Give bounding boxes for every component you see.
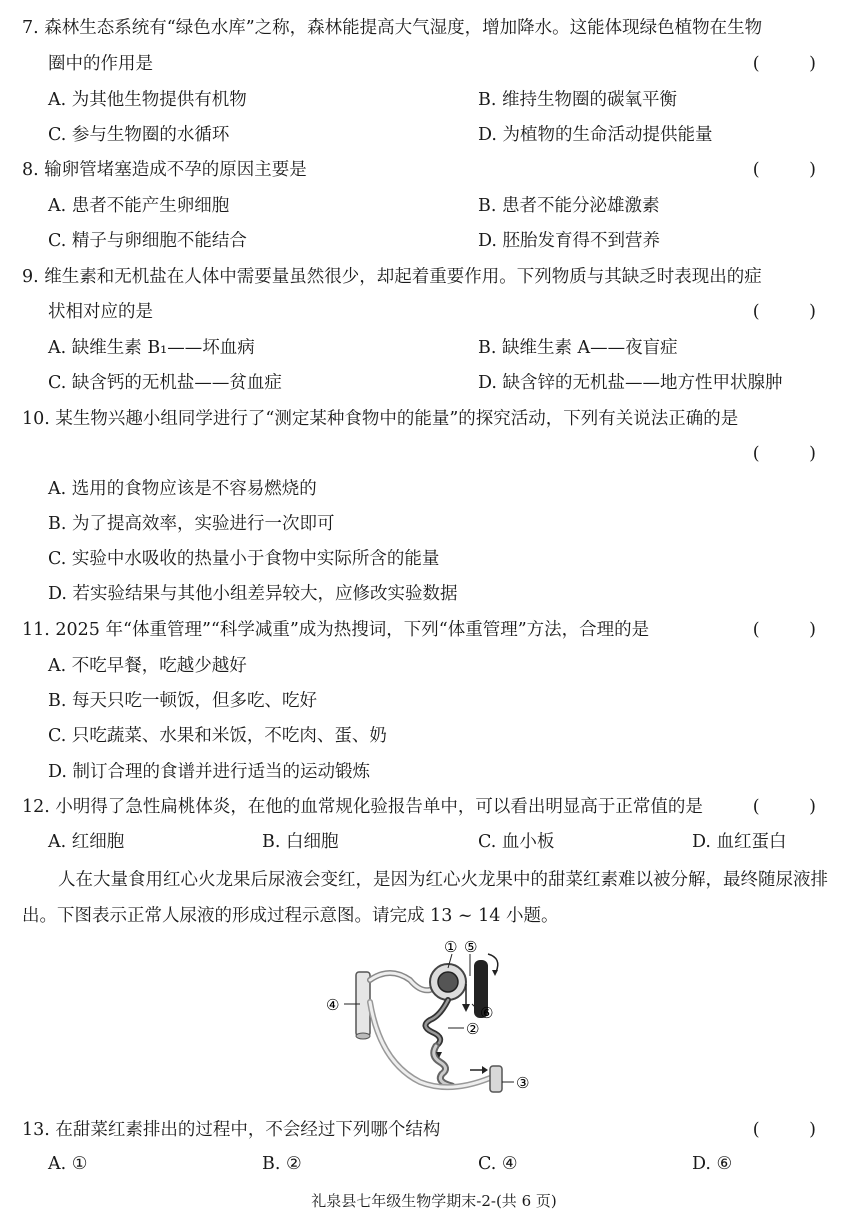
q11-option-c: C. 只吃蔬菜、水果和米饭，不吃肉、蛋、奶 xyxy=(48,726,387,746)
q7-option-d: D. 为植物的生命活动提供能量 xyxy=(478,125,713,145)
q9-stem-line1: 9. 维生素和无机盐在人体中需要量虽然很少，却起着重要作用。下列物质与其缺乏时表现出的症 xyxy=(22,267,762,287)
q7-stem-line1: 7. 森林生态系统有“绿色水库”之称，森林能提高大气湿度，增加降水。这能体现绿色植物在生物 xyxy=(22,18,763,38)
q10-stem: 10. 某生物兴趣小组同学进行了“测定某种食物中的能量”的探究活动，下列有关说法正确的是 xyxy=(22,409,739,429)
label-5: ⑤ xyxy=(464,938,478,956)
q7-option-a: A. 为其他生物提供有机物 xyxy=(48,90,247,110)
q9-option-a: A. 缺维生素 B₁——坏血病 xyxy=(48,338,255,358)
q11-option-d: D. 制订合理的食谱并进行适当的运动锻炼 xyxy=(48,762,371,782)
q13-answer-bracket: ( ) xyxy=(752,1120,838,1140)
q12-answer-bracket: ( ) xyxy=(752,797,838,817)
q8-option-c: C. 精子与卵细胞不能结合 xyxy=(48,231,247,251)
reading-passage: 人在大量食用红心火龙果后尿液会变红，是因为红心火龙果中的甜菜红素难以被分解，最终随尿液排出。下图表示正常人尿液的形成过程示意图。请完成 13 ~ 14 小题。 xyxy=(22,870,828,926)
q7-stem-line2: 圈中的作用是 xyxy=(48,54,153,74)
q13-option-d: D. ⑥ xyxy=(692,1154,733,1174)
q10-option-a: A. 选用的食物应该是不容易燃烧的 xyxy=(48,479,317,499)
nephron-illustration xyxy=(320,932,560,1112)
q10-option-d: D. 若实验结果与其他小组差异较大，应修改实验数据 xyxy=(48,584,458,604)
label-3: ③ xyxy=(516,1074,530,1092)
q8-option-d: D. 胚胎发育得不到营养 xyxy=(478,231,661,251)
q9-answer-bracket: ( ) xyxy=(752,302,838,322)
q13-option-c: C. ④ xyxy=(478,1154,518,1174)
q11-answer-bracket: ( ) xyxy=(752,620,838,640)
q12-option-d: D. 血红蛋白 xyxy=(692,832,787,852)
q9-stem-line2: 状相对应的是 xyxy=(48,302,153,322)
q7-option-c: C. 参与生物圈的水循环 xyxy=(48,125,230,145)
q13-option-b: B. ② xyxy=(262,1154,302,1174)
q11-option-a: A. 不吃早餐，吃越少越好 xyxy=(48,656,247,676)
q12-stem: 12. 小明得了急性扁桃体炎，在他的血常规化验报告单中，可以看出明显高于正常值的是 xyxy=(22,797,703,817)
nephron-diagram xyxy=(320,932,560,1112)
q13-stem: 13. 在甜菜红素排出的过程中，不会经过下列哪个结构 xyxy=(22,1120,441,1140)
label-1: ① xyxy=(444,938,458,956)
q7-answer-bracket: ( ) xyxy=(752,54,838,74)
q8-option-b: B. 患者不能分泌雄激素 xyxy=(478,196,660,216)
q10-option-b: B. 为了提高效率，实验进行一次即可 xyxy=(48,514,335,534)
q8-stem: 8. 输卵管堵塞造成不孕的原因主要是 xyxy=(22,160,307,180)
q9-option-d: D. 缺含锌的无机盐——地方性甲状腺肿 xyxy=(478,373,783,393)
q12-option-a: A. 红细胞 xyxy=(48,832,125,852)
page-footer: 礼泉县七年级生物学期末-2-(共 6 页) xyxy=(311,1192,557,1210)
label-2: ② xyxy=(466,1020,480,1038)
label-6: ⑥ xyxy=(480,1004,494,1022)
q11-option-b: B. 每天只吃一顿饭，但多吃、吃好 xyxy=(48,691,317,711)
q12-option-c: C. 血小板 xyxy=(478,832,555,852)
q7-option-b: B. 维持生物圈的碳氧平衡 xyxy=(478,90,677,110)
q13-option-a: A. ① xyxy=(48,1154,88,1174)
q8-option-a: A. 患者不能产生卵细胞 xyxy=(48,196,230,216)
q8-answer-bracket: ( ) xyxy=(752,160,838,180)
q12-option-b: B. 白细胞 xyxy=(262,832,339,852)
q10-answer-bracket: ( ) xyxy=(752,444,838,464)
q9-option-c: C. 缺含钙的无机盐——贫血症 xyxy=(48,373,282,393)
label-4: ④ xyxy=(326,996,340,1014)
q9-option-b: B. 缺维生素 A——夜盲症 xyxy=(478,338,678,358)
q10-option-c: C. 实验中水吸收的热量小于食物中实际所含的能量 xyxy=(48,549,440,569)
q11-stem: 11. 2025 年“体重管理”“科学减重”成为热搜词，下列“体重管理”方法，合理的是 xyxy=(22,620,650,640)
